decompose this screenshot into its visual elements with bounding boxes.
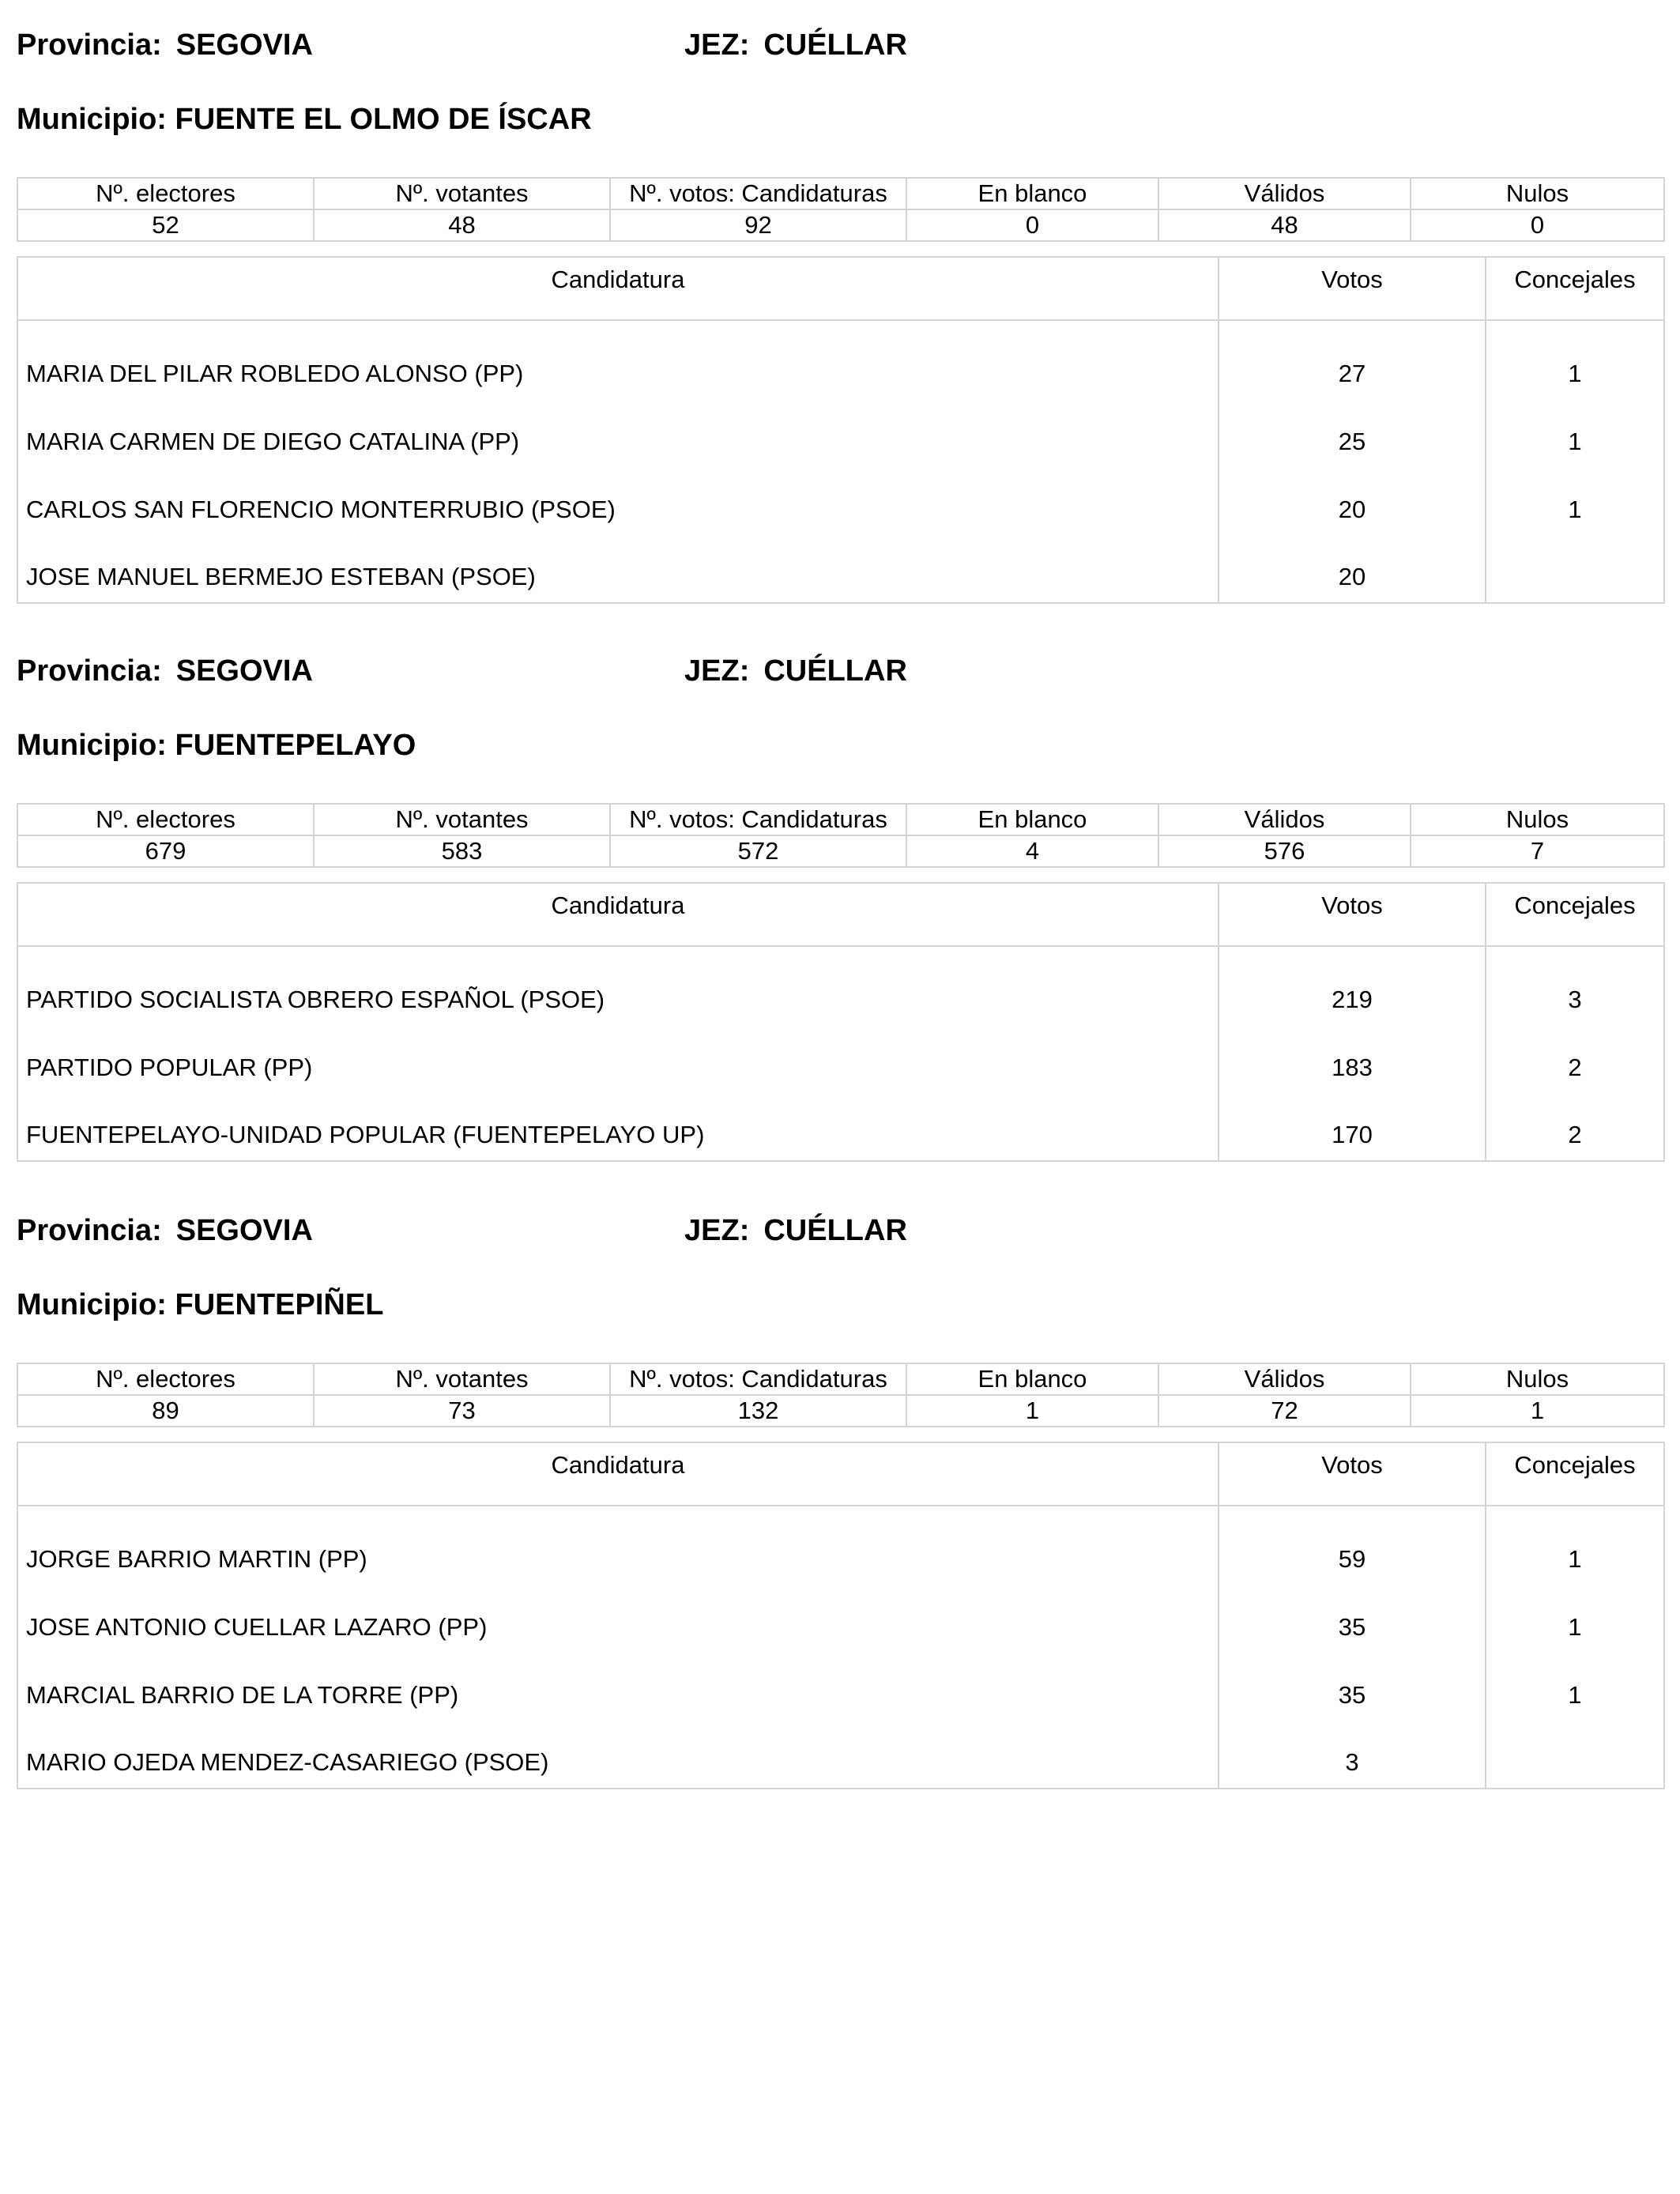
candidatura-name: MARCIAL BARRIO DE LA TORRE (PP) (17, 1653, 1219, 1721)
candidatura-row (17, 1721, 1664, 1789)
stats-header-row (17, 178, 1664, 209)
stats-table (17, 177, 1665, 242)
provincia-label: Provincia: (17, 28, 162, 62)
candidatura-concejales: 1 (1486, 1585, 1664, 1653)
jez-heading (684, 651, 907, 691)
stats-value-row (17, 835, 1664, 867)
stats-header-votantes: Nº. votantes (314, 1363, 610, 1395)
municipio-heading (17, 100, 592, 139)
stats-header-en-blanco: En blanco (906, 804, 1158, 835)
stats-header-row (17, 1363, 1664, 1395)
candidatura-votos: 25 (1219, 399, 1486, 467)
stats-en-blanco: 1 (906, 1395, 1158, 1427)
candidatura-name: JOSE ANTONIO CUELLAR LAZARO (PP) (17, 1585, 1219, 1653)
candidatura-header-row (17, 1442, 1664, 1506)
provincia-heading (17, 25, 313, 65)
section-header (17, 1211, 1663, 1250)
stats-votantes: 583 (314, 835, 610, 867)
header-candidatura: Candidatura (17, 257, 1219, 320)
stats-validos: 48 (1158, 209, 1411, 241)
candidatura-name: FUENTEPELAYO-UNIDAD POPULAR (FUENTEPELAYO UP) (17, 1093, 1219, 1161)
candidatura-votos: 20 (1219, 535, 1486, 603)
candidatura-name: CARLOS SAN FLORENCIO MONTERRUBIO (PSOE) (17, 467, 1219, 535)
municipio-heading (17, 726, 416, 765)
stats-value-row (17, 1395, 1664, 1427)
stats-electores: 52 (17, 209, 314, 241)
candidatura-row (17, 1585, 1664, 1653)
stats-validos: 72 (1158, 1395, 1411, 1427)
stats-table (17, 803, 1665, 868)
municipio-label: Municipio: (17, 729, 167, 762)
candidatura-votos: 27 (1219, 320, 1486, 399)
jez-value: CUÉLLAR (763, 654, 907, 688)
stats-electores: 89 (17, 1395, 314, 1427)
stats-header-validos: Válidos (1158, 1363, 1411, 1395)
candidatura-concejales: 1 (1486, 1506, 1664, 1585)
provincia-heading (17, 651, 313, 691)
stats-votos-candidaturas: 92 (610, 209, 906, 241)
stats-votantes: 73 (314, 1395, 610, 1427)
stats-header-en-blanco: En blanco (906, 178, 1158, 209)
stats-header-validos: Válidos (1158, 804, 1411, 835)
header-concejales: Concejales (1486, 257, 1664, 320)
stats-header-electores: Nº. electores (17, 1363, 314, 1395)
jez-heading (684, 25, 907, 65)
candidatura-name: MARIO OJEDA MENDEZ-CASARIEGO (PSOE) (17, 1721, 1219, 1789)
candidatura-row (17, 946, 1664, 1025)
stats-header-votos-candidaturas: Nº. votos: Candidaturas (610, 804, 906, 835)
municipio-value: FUENTEPIÑEL (175, 1288, 384, 1321)
provincia-heading (17, 1211, 313, 1250)
candidatura-row (17, 1025, 1664, 1093)
candidatura-name: JOSE MANUEL BERMEJO ESTEBAN (PSOE) (17, 535, 1219, 603)
candidatura-votos: 170 (1219, 1093, 1486, 1161)
stats-header-votantes: Nº. votantes (314, 178, 610, 209)
provincia-label: Provincia: (17, 654, 162, 688)
candidatura-header-row (17, 257, 1664, 320)
provincia-value: SEGOVIA (175, 654, 313, 688)
stats-header-electores: Nº. electores (17, 178, 314, 209)
candidatura-header-row (17, 883, 1664, 946)
stats-header-row (17, 804, 1664, 835)
stats-en-blanco: 0 (906, 209, 1158, 241)
candidatura-votos: 219 (1219, 946, 1486, 1025)
stats-header-validos: Válidos (1158, 178, 1411, 209)
stats-votos-candidaturas: 132 (610, 1395, 906, 1427)
jez-value: CUÉLLAR (763, 1214, 907, 1247)
jez-label: JEZ: (684, 28, 750, 62)
jez-label: JEZ: (684, 654, 750, 688)
candidatura-votos: 183 (1219, 1025, 1486, 1093)
municipio-label: Municipio: (17, 103, 167, 136)
candidatura-row (17, 399, 1664, 467)
header-votos: Votos (1219, 257, 1486, 320)
candidatura-table (17, 882, 1665, 1162)
header-concejales: Concejales (1486, 883, 1664, 946)
candidatura-row (17, 1093, 1664, 1161)
candidatura-concejales (1486, 1721, 1664, 1789)
section-header (17, 25, 1663, 65)
stats-votantes: 48 (314, 209, 610, 241)
candidatura-name: PARTIDO SOCIALISTA OBRERO ESPAÑOL (PSOE) (17, 946, 1219, 1025)
candidatura-table (17, 1442, 1665, 1789)
provincia-value: SEGOVIA (175, 28, 313, 62)
municipio-value: FUENTE EL OLMO DE ÍSCAR (175, 103, 592, 136)
candidatura-name: MARIA DEL PILAR ROBLEDO ALONSO (PP) (17, 320, 1219, 399)
stats-header-votos-candidaturas: Nº. votos: Candidaturas (610, 1363, 906, 1395)
candidatura-concejales (1486, 535, 1664, 603)
candidatura-row (17, 467, 1664, 535)
jez-label: JEZ: (684, 1214, 750, 1247)
stats-en-blanco: 4 (906, 835, 1158, 867)
provincia-label: Provincia: (17, 1214, 162, 1247)
header-candidatura: Candidatura (17, 883, 1219, 946)
candidatura-row (17, 320, 1664, 399)
candidatura-row (17, 535, 1664, 603)
stats-nulos: 7 (1411, 835, 1664, 867)
candidatura-table (17, 256, 1665, 604)
candidatura-votos: 3 (1219, 1721, 1486, 1789)
stats-header-electores: Nº. electores (17, 804, 314, 835)
header-concejales: Concejales (1486, 1442, 1664, 1506)
municipio-label: Municipio: (17, 1288, 167, 1321)
candidatura-concejales: 2 (1486, 1093, 1664, 1161)
stats-value-row (17, 209, 1664, 241)
candidatura-name: MARIA CARMEN DE DIEGO CATALINA (PP) (17, 399, 1219, 467)
stats-header-nulos: Nulos (1411, 804, 1664, 835)
municipio-value: FUENTEPELAYO (175, 729, 416, 762)
jez-heading (684, 1211, 907, 1250)
stats-electores: 679 (17, 835, 314, 867)
candidatura-votos: 20 (1219, 467, 1486, 535)
candidatura-votos: 35 (1219, 1585, 1486, 1653)
stats-header-en-blanco: En blanco (906, 1363, 1158, 1395)
stats-table (17, 1363, 1665, 1427)
candidatura-name: JORGE BARRIO MARTIN (PP) (17, 1506, 1219, 1585)
stats-nulos: 1 (1411, 1395, 1664, 1427)
section-header (17, 651, 1663, 691)
stats-validos: 576 (1158, 835, 1411, 867)
stats-votos-candidaturas: 572 (610, 835, 906, 867)
stats-header-votantes: Nº. votantes (314, 804, 610, 835)
stats-nulos: 0 (1411, 209, 1664, 241)
provincia-value: SEGOVIA (175, 1214, 313, 1247)
candidatura-concejales: 3 (1486, 946, 1664, 1025)
header-votos: Votos (1219, 883, 1486, 946)
candidatura-votos: 59 (1219, 1506, 1486, 1585)
candidatura-concejales: 1 (1486, 1653, 1664, 1721)
stats-header-nulos: Nulos (1411, 1363, 1664, 1395)
header-votos: Votos (1219, 1442, 1486, 1506)
stats-header-nulos: Nulos (1411, 178, 1664, 209)
candidatura-concejales: 1 (1486, 467, 1664, 535)
municipio-heading (17, 1285, 383, 1325)
candidatura-concejales: 1 (1486, 320, 1664, 399)
candidatura-concejales: 2 (1486, 1025, 1664, 1093)
header-candidatura: Candidatura (17, 1442, 1219, 1506)
candidatura-row (17, 1506, 1664, 1585)
candidatura-votos: 35 (1219, 1653, 1486, 1721)
jez-value: CUÉLLAR (763, 28, 907, 62)
stats-header-votos-candidaturas: Nº. votos: Candidaturas (610, 178, 906, 209)
candidatura-name: PARTIDO POPULAR (PP) (17, 1025, 1219, 1093)
candidatura-concejales: 1 (1486, 399, 1664, 467)
candidatura-row (17, 1653, 1664, 1721)
